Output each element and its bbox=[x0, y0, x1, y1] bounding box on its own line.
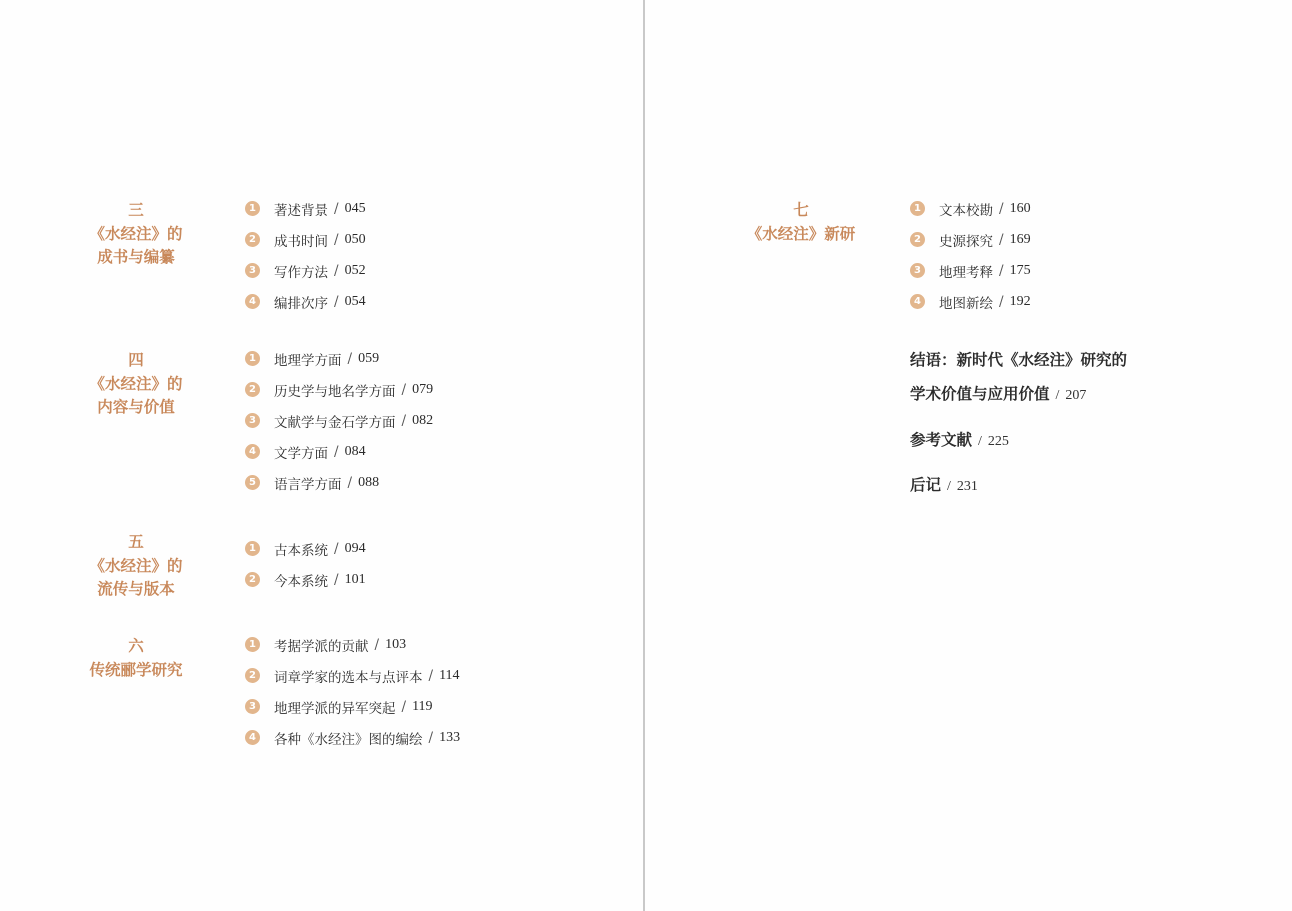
separator: / bbox=[401, 381, 407, 398]
chapter-title bbox=[66, 530, 206, 601]
chapter-title-line: 《水经注》的 bbox=[89, 373, 183, 393]
separator: / bbox=[1055, 388, 1060, 403]
section-list bbox=[245, 629, 460, 753]
separator: / bbox=[374, 636, 380, 653]
section-list bbox=[245, 533, 366, 595]
entry-title: 文学方面 bbox=[274, 445, 328, 462]
separator: / bbox=[978, 434, 982, 449]
entry-title: 史源探究 bbox=[939, 233, 993, 250]
page-number: 231 bbox=[956, 479, 978, 494]
number-badge-icon: 4 bbox=[245, 730, 260, 745]
entry-title: 语言学方面 bbox=[274, 476, 342, 493]
number-badge-icon: 4 bbox=[245, 444, 260, 459]
number-badge-icon: 1 bbox=[245, 201, 260, 216]
page-number: 160 bbox=[1009, 200, 1031, 216]
conclusion-entry[interactable] bbox=[910, 348, 1127, 370]
number-badge-icon: 2 bbox=[245, 382, 260, 397]
right-page bbox=[645, 0, 1292, 911]
page-number: 088 bbox=[358, 474, 380, 490]
page-number: 101 bbox=[344, 571, 366, 587]
entry-title: 历史学与地名学方面 bbox=[274, 383, 396, 400]
number-badge-icon: 3 bbox=[245, 263, 260, 278]
page-number: 059 bbox=[358, 350, 380, 366]
number-badge-icon: 3 bbox=[910, 263, 925, 278]
entry-title: 著述背景 bbox=[274, 202, 328, 219]
toc-entry[interactable] bbox=[245, 629, 460, 660]
separator: / bbox=[947, 479, 951, 494]
number-badge-icon: 3 bbox=[245, 699, 260, 714]
chapter-title-line: 六 bbox=[128, 636, 144, 655]
entry-title: 考据学派的贡献 bbox=[274, 638, 369, 655]
number-badge-icon: 1 bbox=[910, 201, 925, 216]
separator: / bbox=[999, 262, 1004, 279]
entry-title: 文本校勘 bbox=[939, 202, 993, 219]
page-number: 207 bbox=[1065, 388, 1087, 403]
page-number: 050 bbox=[344, 231, 366, 247]
chapter-title bbox=[66, 634, 206, 681]
entry-title: 词章学家的选本与点评本 bbox=[274, 669, 423, 686]
separator: / bbox=[334, 540, 339, 557]
page-number: 192 bbox=[1009, 293, 1031, 309]
chapter-title-line: 内容与价值 bbox=[97, 397, 175, 416]
entry-title: 古本系统 bbox=[274, 542, 328, 559]
section-list bbox=[910, 193, 1031, 317]
separator: / bbox=[428, 667, 434, 684]
entry-title: 地图新绘 bbox=[939, 295, 993, 312]
entry-title: 今本系统 bbox=[274, 573, 328, 590]
page-number: 094 bbox=[344, 540, 366, 556]
page-number: 084 bbox=[344, 443, 366, 459]
toc-entry[interactable] bbox=[245, 193, 366, 224]
entry-title: 文献学与金石学方面 bbox=[274, 414, 396, 431]
toc-entry[interactable] bbox=[245, 722, 460, 753]
separator: / bbox=[334, 200, 339, 217]
number-badge-icon: 4 bbox=[910, 294, 925, 309]
chapter-title-line: 七 bbox=[793, 200, 809, 219]
toc-entry[interactable] bbox=[245, 467, 433, 498]
references-title: 参考文献 bbox=[910, 431, 973, 449]
entry-title: 地理学派的异军突起 bbox=[274, 700, 396, 717]
toc-entry[interactable] bbox=[245, 255, 366, 286]
conclusion-title-line2: 学术价值与应用价值 bbox=[910, 385, 1050, 403]
chapter-title bbox=[66, 198, 206, 269]
number-badge-icon: 2 bbox=[245, 572, 260, 587]
page-number: 103 bbox=[385, 636, 407, 652]
page-number: 225 bbox=[987, 434, 1009, 449]
entry-title: 编排次序 bbox=[274, 295, 328, 312]
number-badge-icon: 2 bbox=[245, 232, 260, 247]
toc-entry[interactable] bbox=[910, 224, 1031, 255]
afterword-entry[interactable] bbox=[910, 473, 978, 495]
number-badge-icon: 4 bbox=[245, 294, 260, 309]
separator: / bbox=[334, 571, 339, 588]
conclusion-entry-continued[interactable] bbox=[910, 382, 1086, 404]
afterword-title: 后记 bbox=[910, 476, 942, 494]
entry-title: 地理考释 bbox=[939, 264, 993, 281]
page-number: 169 bbox=[1009, 231, 1031, 247]
separator: / bbox=[334, 231, 339, 248]
toc-entry[interactable] bbox=[245, 533, 366, 564]
separator: / bbox=[401, 412, 407, 429]
chapter-title bbox=[731, 198, 871, 245]
separator: / bbox=[334, 293, 339, 310]
separator: / bbox=[334, 262, 339, 279]
section-list bbox=[245, 343, 433, 498]
conclusion-title-line1: 结语：新时代《水经注》研究的 bbox=[910, 351, 1128, 369]
page-number: 054 bbox=[344, 293, 366, 309]
toc-entry[interactable] bbox=[245, 405, 433, 436]
chapter-title-line: 《水经注》新研 bbox=[746, 223, 856, 243]
number-badge-icon: 1 bbox=[245, 541, 260, 556]
references-entry[interactable] bbox=[910, 428, 1009, 450]
page-number: 079 bbox=[412, 381, 434, 397]
page-number: 133 bbox=[439, 729, 461, 745]
chapter-title-line: 《水经注》的 bbox=[89, 555, 183, 575]
separator: / bbox=[334, 443, 339, 460]
toc-entry[interactable] bbox=[245, 286, 366, 317]
toc-entry[interactable] bbox=[245, 564, 366, 595]
chapter-title-line: 传统郦学研究 bbox=[89, 659, 183, 679]
toc-entry[interactable] bbox=[910, 193, 1031, 224]
page-number: 175 bbox=[1009, 262, 1031, 278]
chapter-title-line: 四 bbox=[128, 350, 144, 369]
chapter-title bbox=[66, 348, 206, 419]
number-badge-icon: 1 bbox=[245, 351, 260, 366]
number-badge-icon: 5 bbox=[245, 475, 260, 490]
toc-entry[interactable] bbox=[245, 436, 433, 467]
number-badge-icon: 3 bbox=[245, 413, 260, 428]
page-number: 119 bbox=[412, 698, 433, 714]
section-list bbox=[245, 193, 366, 317]
toc-entry[interactable] bbox=[245, 374, 433, 405]
chapter-title-line: 《水经注》的 bbox=[89, 223, 183, 243]
entry-title: 地理学方面 bbox=[274, 352, 342, 369]
page-number: 114 bbox=[439, 667, 460, 683]
entry-title: 成书时间 bbox=[274, 233, 328, 250]
separator: / bbox=[999, 200, 1004, 217]
toc-entry[interactable] bbox=[245, 343, 433, 374]
toc-entry[interactable] bbox=[245, 691, 460, 722]
page-number: 045 bbox=[344, 200, 366, 216]
page-number: 052 bbox=[344, 262, 366, 278]
toc-entry[interactable] bbox=[910, 255, 1031, 286]
number-badge-icon: 1 bbox=[245, 637, 260, 652]
toc-entry[interactable] bbox=[245, 224, 366, 255]
chapter-title-line: 五 bbox=[128, 532, 144, 551]
number-badge-icon: 2 bbox=[245, 668, 260, 683]
separator: / bbox=[428, 729, 434, 746]
separator: / bbox=[347, 350, 353, 367]
chapter-title-line: 三 bbox=[128, 200, 144, 219]
separator: / bbox=[999, 293, 1004, 310]
entry-title: 各种《水经注》图的编绘 bbox=[274, 731, 423, 748]
entry-title: 写作方法 bbox=[274, 264, 328, 281]
number-badge-icon: 2 bbox=[910, 232, 925, 247]
toc-entry[interactable] bbox=[245, 660, 460, 691]
separator: / bbox=[999, 231, 1004, 248]
separator: / bbox=[347, 474, 353, 491]
page-number: 082 bbox=[412, 412, 434, 428]
chapter-title-line: 流传与版本 bbox=[97, 579, 175, 598]
separator: / bbox=[401, 698, 407, 715]
chapter-title-line: 成书与编纂 bbox=[97, 247, 175, 266]
toc-entry[interactable] bbox=[910, 286, 1031, 317]
